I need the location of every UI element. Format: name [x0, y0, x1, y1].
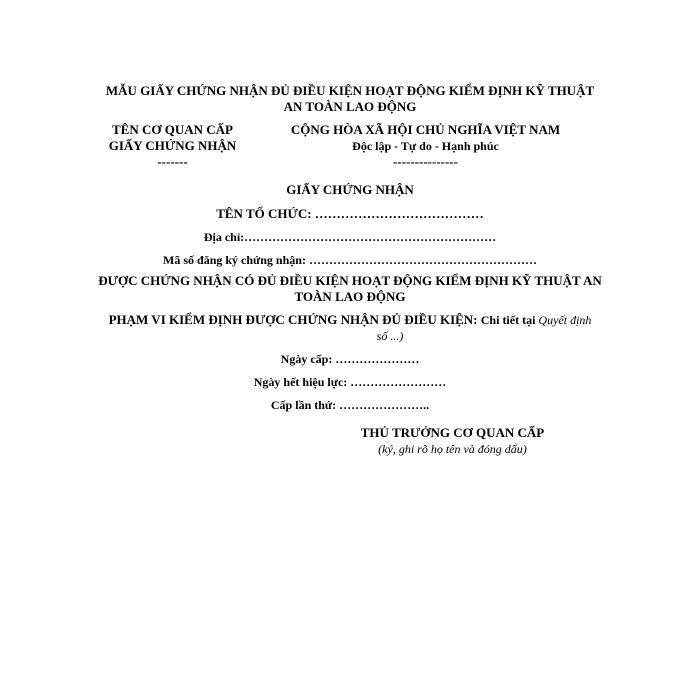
- signer-instruction: (ký, ghi rõ họ tên và đóng dấu): [378, 442, 527, 456]
- issue-date-field: Ngày cấp: …………………: [280, 352, 420, 366]
- registration-number-field: Mã số đăng ký chứng nhận: …………………………………………………: [163, 253, 537, 267]
- organization-name-field: TÊN TỔ CHỨC: …………………………………: [216, 206, 484, 221]
- national-motto: Độc lập - Tự do - Hạnh phúc: [352, 139, 499, 153]
- inspection-scope-line-2: số ...): [376, 329, 404, 343]
- issuing-agency-divider: -------: [157, 154, 188, 169]
- inspection-scope-label: PHẠM VI KIỂM ĐỊNH ĐƯỢC CHỨNG NHẬN ĐỦ ĐIỀU KIỆN:: [108, 312, 481, 327]
- document-title-line-1: MẪU GIẤY CHỨNG NHẬN ĐỦ ĐIỀU KIỆN HOẠT ĐỘNG KIỂM ĐỊNH KỸ THUẬT: [105, 83, 595, 98]
- inspection-scope-line-1: [0, 312, 700, 328]
- signature-block: [330, 425, 575, 457]
- issuing-agency-header: [80, 122, 265, 170]
- national-title: CỘNG HÒA XÃ HỘI CHỦ NGHĨA VIỆT NAM: [290, 122, 561, 137]
- certificate-title: GIẤY CHỨNG NHẬN: [286, 182, 414, 197]
- inspection-scope-reference: Quyết định: [538, 313, 592, 327]
- national-divider: ---------------: [393, 154, 458, 169]
- issue-count-field: Cấp lần thứ: …………………..: [270, 398, 430, 412]
- national-header: [268, 122, 583, 170]
- document-title-line-2: AN TOÀN LAO ĐỘNG: [283, 99, 417, 114]
- issuing-agency-line-1: TÊN CƠ QUAN CẤP: [112, 122, 233, 137]
- inspection-scope-detail: Chi tiết tại: [480, 313, 539, 327]
- certified-statement-line-2: TOÀN LAO ĐỘNG: [294, 289, 406, 304]
- certified-statement-line-1: ĐƯỢC CHỨNG NHẬN CÓ ĐỦ ĐIỀU KIỆN HOẠT ĐỘNG KIỂM ĐỊNH KỸ THUẬT AN: [98, 273, 602, 288]
- expiry-date-field: Ngày hết hiệu lực: ……………………: [253, 375, 447, 389]
- address-field: Địa chỉ:………………………………………………………: [203, 230, 497, 244]
- issuing-agency-line-2: GIẤY CHỨNG NHẬN: [108, 138, 237, 153]
- signer-title: THỦ TRƯỞNG CƠ QUAN CẤP: [360, 425, 545, 440]
